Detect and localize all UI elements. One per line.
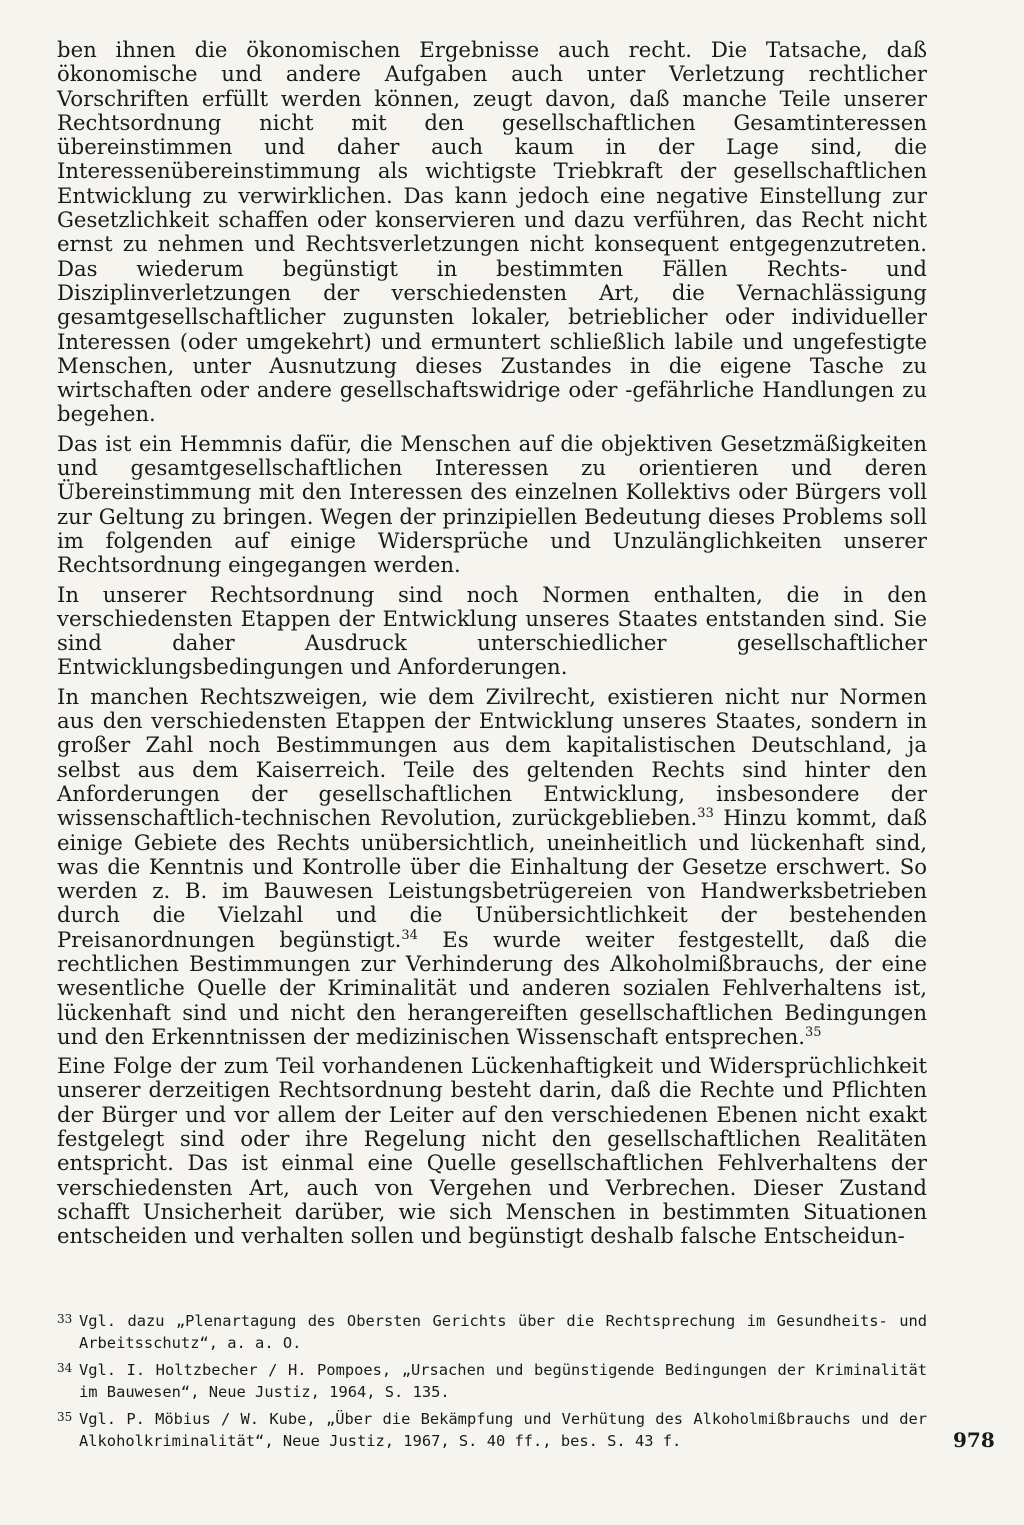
paragraph-1: ben ihnen die ökonomischen Ergebnisse auch recht. Die Tatsache, daß ökonomische und andere Aufgaben auch unter Verletzung rechtlicher Vorschriften erfüllt werden können, zeugt davon, daß manche Teile unserer Rechtsordnung nicht mit den gesellschaftlichen Gesamtinteressen übereinstimmen und daher auch kaum in der Lage sind, die Interessenübereinstimmung als wichtigste Triebkraft der gesellschaftlichen Entwicklung zu verwirklichen. Das kann jedoch eine negative Einstellung zur Gesetzlichkeit schaffen oder konservieren und dazu verführen, das Recht nicht ernst zu nehmen und Rechtsverletzungen nicht konsequent entgegenzutreten. Das wiederum begünstigt in bestimmten Fällen Rechts- und Disziplinverletzungen der verschiedensten Art, die Vernachlässigung gesamtgesellschaftlicher zugunsten lokaler, betrieblicher oder individueller Interessen (oder umgekehrt) und ermuntert schließlich labile und ungefestigte Menschen, unter Ausnutzung dieses Zustandes in die eigene Tasche zu wirtschaften oder andere gesellschaftswidrige oder -gefährliche Handlungen zu begehen. (57, 37, 927, 427)
body-text (57, 38, 927, 1249)
footnote-text: Vgl. dazu „Plenartagung des Obersten Gerichts über die Rechtsprechung im Gesundheits- und Arbeitsschutz“, a. a. O. (79, 1312, 927, 1352)
footnotes (57, 1310, 927, 1457)
paragraph-4-part-c: Es wurde weiter festgestellt, daß die rechtlichen Bestimmungen zur Verhinderung des Alkoholmißbrauchs, der eine wesentliche Quelle der Kriminalität und anderen sozialen Fehlverhaltens ist, lückenhaft sind und nicht den herangereiften gesellschaftlichen Bedingungen und den Erkenntnissen der medizinischen Wissenschaft entsprechen. (57, 926, 927, 1049)
footnote-ref-35: 35 (805, 1024, 822, 1040)
paragraph-5: Eine Folge der zum Teil vorhandenen Lückenhaftigkeit und Widersprüchlichkeit unserer derzeitigen Rechtsordnung besteht darin, daß die Rechte und Pflichten der Bürger und vor allem der Leiter auf den verschiedenen Ebenen nicht exakt festgelegt sind oder ihre Regelung nicht den gesellschaftlichen Realitäten entspricht. Das ist einmal eine Quelle gesellschaftlichen Fehlverhaltens der verschiedensten Art, auch von Vergehen und Verbrechen. Dieser Zustand schafft Unsicherheit darüber, wie sich Menschen in bestimmten Situationen entscheiden und verhalten sollen und begünstigt deshalb falsche Entscheidun- (57, 1053, 927, 1249)
footnote-text: Vgl. P. Möbius / W. Kube, „Über die Bekämpfung und Verhütung des Alkoholmißbrauchs und der Alkoholkriminalität“, Neue Justiz, 1967, S. 40 ff., bes. S. 43 f. (79, 1410, 927, 1450)
footnote-33 (57, 1310, 927, 1354)
footnote-number: 34 (57, 1361, 73, 1375)
footnote-34 (57, 1359, 927, 1403)
paragraph-4-part-b: Hinzu kommt, daß einige Gebiete des Rechts unübersichtlich, uneinheitlich und lückenhaft sind, was die Kenntnis und Kontrolle über die Einhaltung der Gesetze erschwert. So werden z. B. im Bauwesen Leistungsbetrügereien von Handwerksbetrieben durch die Vielzahl und die Unübersichtlichkeit der bestehenden Preisanordnungen begünstigt. (57, 805, 927, 952)
footnote-ref-34: 34 (401, 927, 418, 943)
footnote-35 (57, 1408, 927, 1452)
paragraph-2: Das ist ein Hemmnis dafür, die Menschen auf die objektiven Gesetzmäßigkeiten und gesamtgesellschaftlichen Interessen zu orientieren und deren Übereinstimmung mit den Interessen des einzelnen Kollektivs oder Bürgers voll zur Geltung zu bringen. Wegen der prinzipiellen Bedeutung dieses Problems soll im folgenden auf einige Widersprüche und Unzulänglichkeiten unserer Rechtsordnung eingegangen werden. (57, 430, 927, 578)
footnote-text: Vgl. I. Holtzbecher / H. Pompoes, „Ursachen und begünstigende Bedingungen der Kriminalität im Bauwesen“, Neue Justiz, 1964, S. 135. (79, 1361, 927, 1401)
paragraph-4 (57, 685, 927, 1049)
paragraph-3: In unserer Rechtsordnung sind noch Normen enthalten, die in den verschiedensten Etappen der Entwicklung unseres Staates entstanden sind. Sie sind daher Ausdruck unterschiedlicher gesellschaftlicher Entwicklungsbedingungen und Anforderungen. (57, 581, 927, 680)
footnote-ref-33: 33 (697, 806, 714, 822)
paragraph-4-part-a: In manchen Rechtszweigen, wie dem Zivilrecht, existieren nicht nur Normen aus den verschiedensten Etappen der Entwicklung unseres Staates, sondern in großer Zahl noch Bestimmungen aus dem kapitalistischen Deutschland, ja selbst aus dem Kaiserreich. Teile des geltenden Rechts sind hinter den Anforderungen der gesellschaftlichen Entwicklung, insbesondere der wissenschaftlich-technischen Revolution, zurückgeblieben. (57, 683, 927, 831)
footnote-number: 35 (57, 1410, 73, 1424)
footnote-number: 33 (57, 1312, 73, 1326)
page-number: 978 (953, 1428, 995, 1452)
